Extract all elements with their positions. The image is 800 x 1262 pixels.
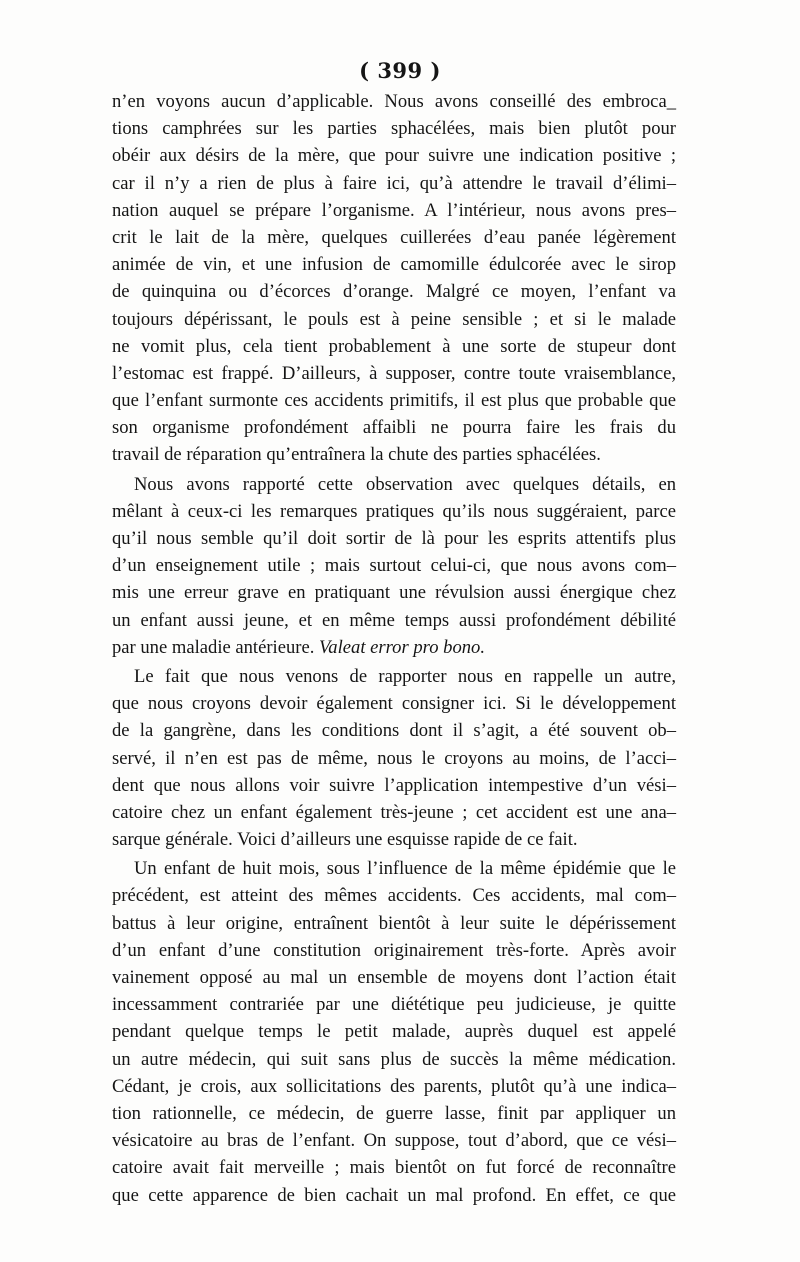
- text-line: nation auquel se prépare l’organisme. A l’intérieur, nous avons pres–: [112, 199, 676, 221]
- text-line: tion rationnelle, ce médecin, de guerre lasse, finit par appliquer un: [112, 1102, 676, 1124]
- text-line: d’un enfant d’une constitution originairement très-forte. Après avoir: [112, 939, 676, 961]
- text-line: de la gangrène, dans les conditions dont il s’agit, a été souvent ob–: [112, 720, 676, 742]
- text-line: qu’il nous semble qu’il doit sortir de là pour les esprits attentifs plus: [112, 528, 676, 549]
- text-line: un enfant aussi jeune, et en même temps aussi profondément débilité: [112, 609, 676, 631]
- text-line: animée de vin, et une infusion de camomille édulcorée avec le sirop: [112, 254, 676, 276]
- text-segment: par une maladie antérieure.: [112, 636, 315, 658]
- text-line: vainement opposé au mal un ensemble de moyens dont l’action était: [112, 967, 676, 988]
- text-line: l’estomac est frappé. D’ailleurs, à supposer, contre toute vraisemblance,: [112, 362, 676, 384]
- paragraph-3: [112, 663, 676, 853]
- text-line: Le fait que nous venons de rapporter nous en rappelle un autre,: [134, 665, 676, 687]
- text-line: de quinquina ou d’écorces d’orange. Malgré ce moyen, l’enfant va: [112, 281, 676, 303]
- text-line: mêlant à ceux-ci les remarques pratiques qu’ils nous suggéraient, parce: [112, 500, 676, 522]
- text-line: obéir aux désirs de la mère, que pour suivre une indication positive ;: [112, 145, 676, 167]
- text-line: que l’enfant surmonte ces accidents primitifs, il est plus que probable que: [112, 390, 676, 412]
- paragraph-4: [112, 855, 676, 1208]
- text-line: incessamment contrariée par une diététique peu judicieuse, je quitte: [112, 994, 676, 1016]
- text-line: pendant quelque temps le petit malade, auprès duquel est appelé: [112, 1021, 676, 1043]
- text-line: travail de réparation qu’entraînera la chute des parties sphacélées.: [112, 444, 601, 466]
- text-line: que cette apparence de bien cachait un mal profond. En effet, ce que: [112, 1184, 676, 1206]
- body-text: [112, 88, 676, 1209]
- latin-phrase: Valeat error pro bono.: [319, 636, 485, 658]
- text-line: sarque générale. Voici d’ailleurs une esquisse rapide de ce fait.: [112, 829, 578, 851]
- text-line: [112, 634, 676, 661]
- paragraph-2: [112, 471, 676, 661]
- text-line: car il n’y a rien de plus à faire ici, qu’à attendre le travail d’élimi–: [112, 172, 676, 194]
- text-line: son organisme profondément affaibli ne pourra faire les frais du: [112, 417, 676, 439]
- page-number: ( 399 ): [359, 58, 441, 83]
- text-line: catoire avait fait merveille ; mais bientôt on fut forcé de reconnaître: [112, 1157, 676, 1179]
- text-line: battus à leur origine, entraînent bientôt à leur suite le dépérissement: [112, 912, 676, 934]
- text-line: d’un enseignement utile ; mais surtout celui-ci, que nous avons com–: [112, 555, 676, 577]
- text-line: Un enfant de huit mois, sous l’influence de la même épidémie que le: [134, 858, 676, 880]
- text-line: catoire chez un enfant également très-jeune ; cet accident est une ana–: [112, 801, 676, 823]
- text-line: ne vomit plus, cela tient probablement à une sorte de stupeur dont: [112, 335, 676, 357]
- text-line: dent que nous allons voir suivre l’application intempestive d’un vési–: [112, 774, 676, 796]
- text-line: Cédant, je crois, aux sollicitations des parents, plutôt qu’à une indica–: [112, 1075, 676, 1097]
- text-line: crit le lait de la mère, quelques cuillerées d’eau panée légèrement: [112, 226, 676, 248]
- text-line: que nous croyons devoir également consigner ici. Si le développement: [112, 693, 676, 715]
- text-line: n’en voyons aucun d’applicable. Nous avons conseillé des embroca_: [112, 91, 676, 112]
- text-line: mis une erreur grave en pratiquant une révulsion aussi énergique chez: [112, 582, 676, 604]
- text-line: toujours dépérissant, le pouls est à peine sensible ; et si le malade: [112, 308, 676, 330]
- text-line: un autre médecin, qui suit sans plus de succès la même médication.: [112, 1048, 676, 1070]
- text-line: tions camphrées sur les parties sphacélées, mais bien plutôt pour: [112, 118, 676, 140]
- text-line: précédent, est atteint des mêmes accidents. Ces accidents, mal com–: [112, 885, 676, 907]
- text-line: Nous avons rapporté cette observation avec quelques détails, en: [134, 473, 676, 495]
- paragraph-1: [112, 88, 676, 469]
- text-line: servé, il n’en est pas de même, nous le croyons au moins, de l’acci–: [112, 747, 676, 769]
- text-line: vésicatoire au bras de l’enfant. On suppose, tout d’abord, que ce vési–: [112, 1130, 676, 1152]
